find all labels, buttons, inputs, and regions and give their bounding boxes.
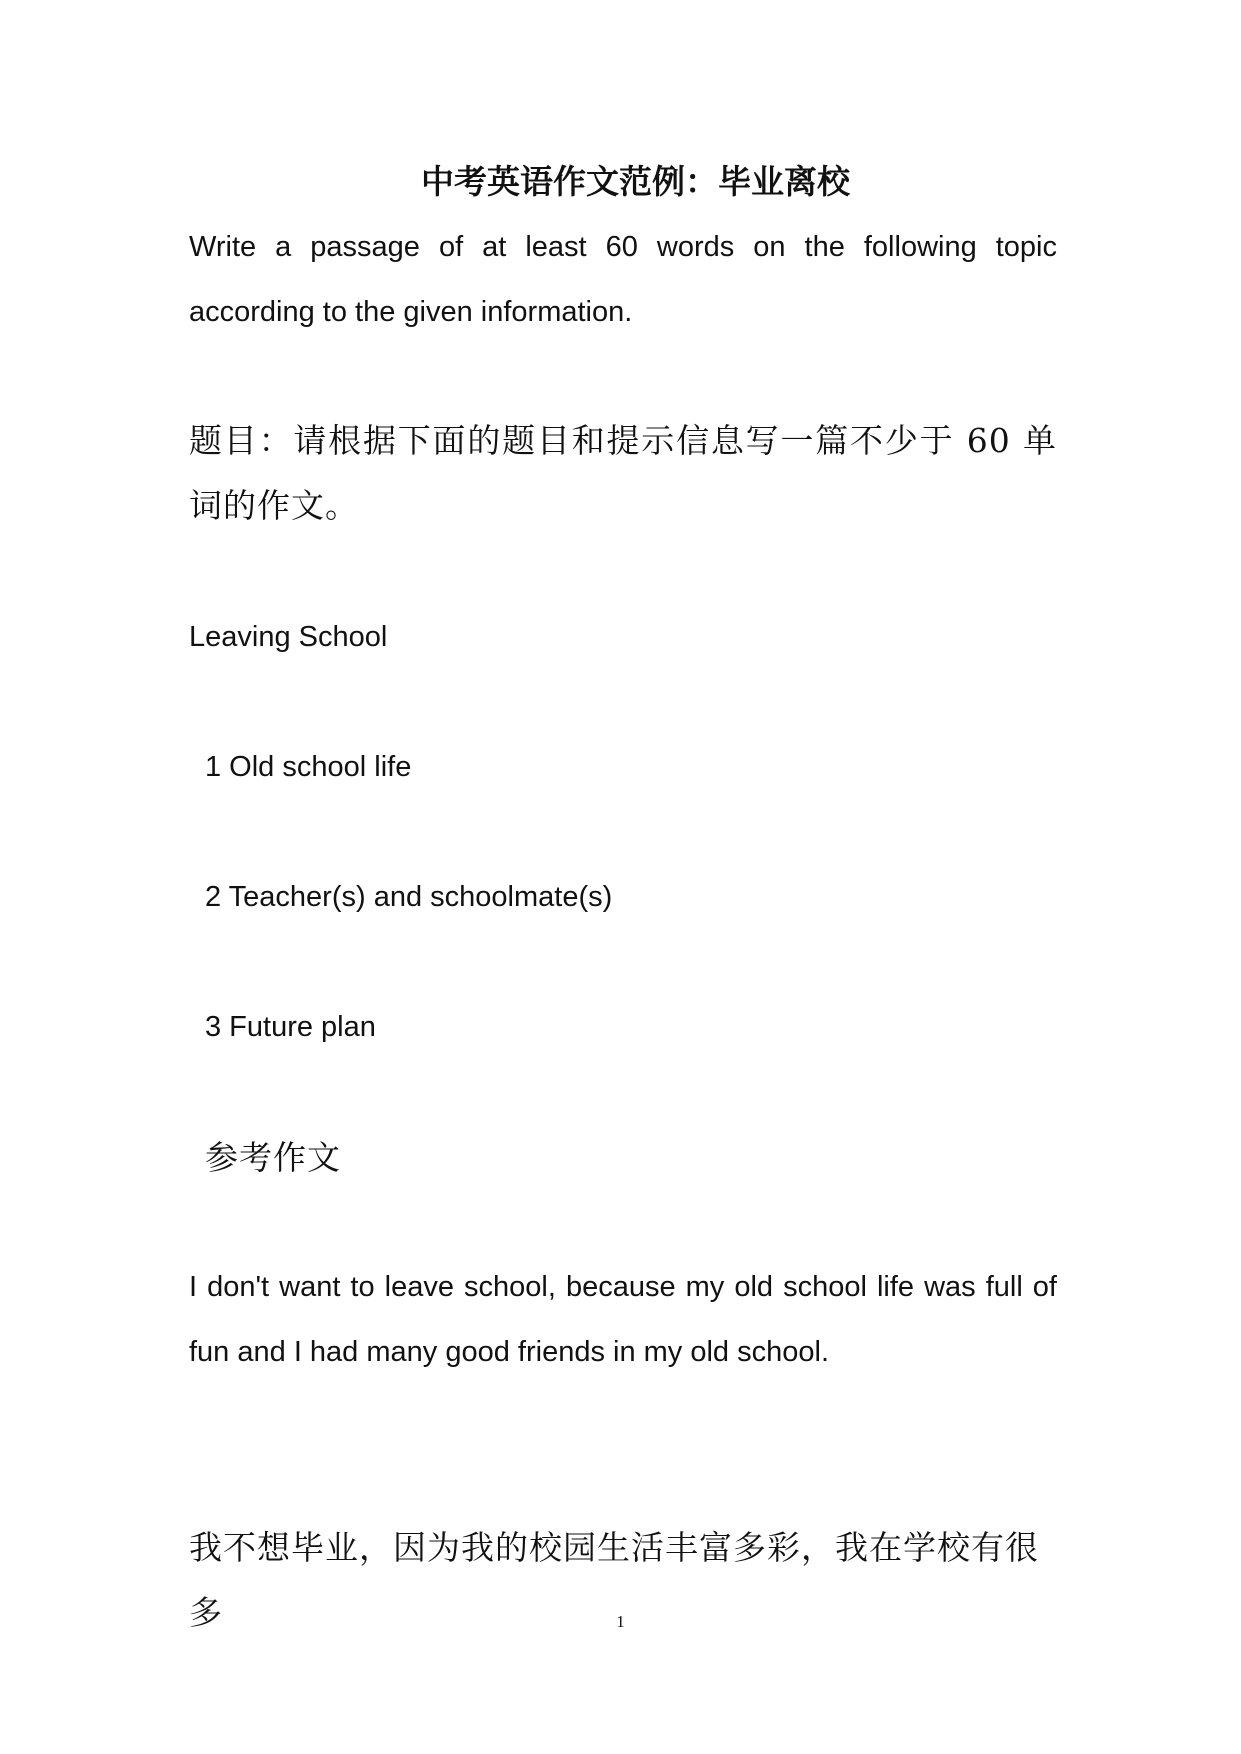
page-number: 1 (616, 1612, 625, 1631)
topic-title: Leaving School (189, 621, 388, 653)
instruction-english: Write a passage of at least 60 words on the following topic according to the given information. (189, 231, 1057, 328)
sample-essay-heading: 参考作文 (205, 1138, 341, 1177)
instruction-chinese: 题目：请根据下面的题目和提示信息写一篇不少于 60 单词的作文。 (189, 421, 1057, 525)
document-title: 中考英语作文范例：毕业离校 (421, 162, 850, 201)
topic-point-2: 2 Teacher(s) and schoolmate(s) (205, 881, 613, 913)
sample-essay-english: I don't want to leave school, because my old school life was full of fun and I had many good friends in my old school. (189, 1271, 1057, 1368)
sample-essay-chinese: 我不想毕业，因为我的校园生活丰富多彩，我在学校有很多 (189, 1528, 1039, 1632)
topic-point-1: 1 Old school life (205, 751, 412, 783)
topic-point-3: 3 Future plan (205, 1011, 376, 1043)
